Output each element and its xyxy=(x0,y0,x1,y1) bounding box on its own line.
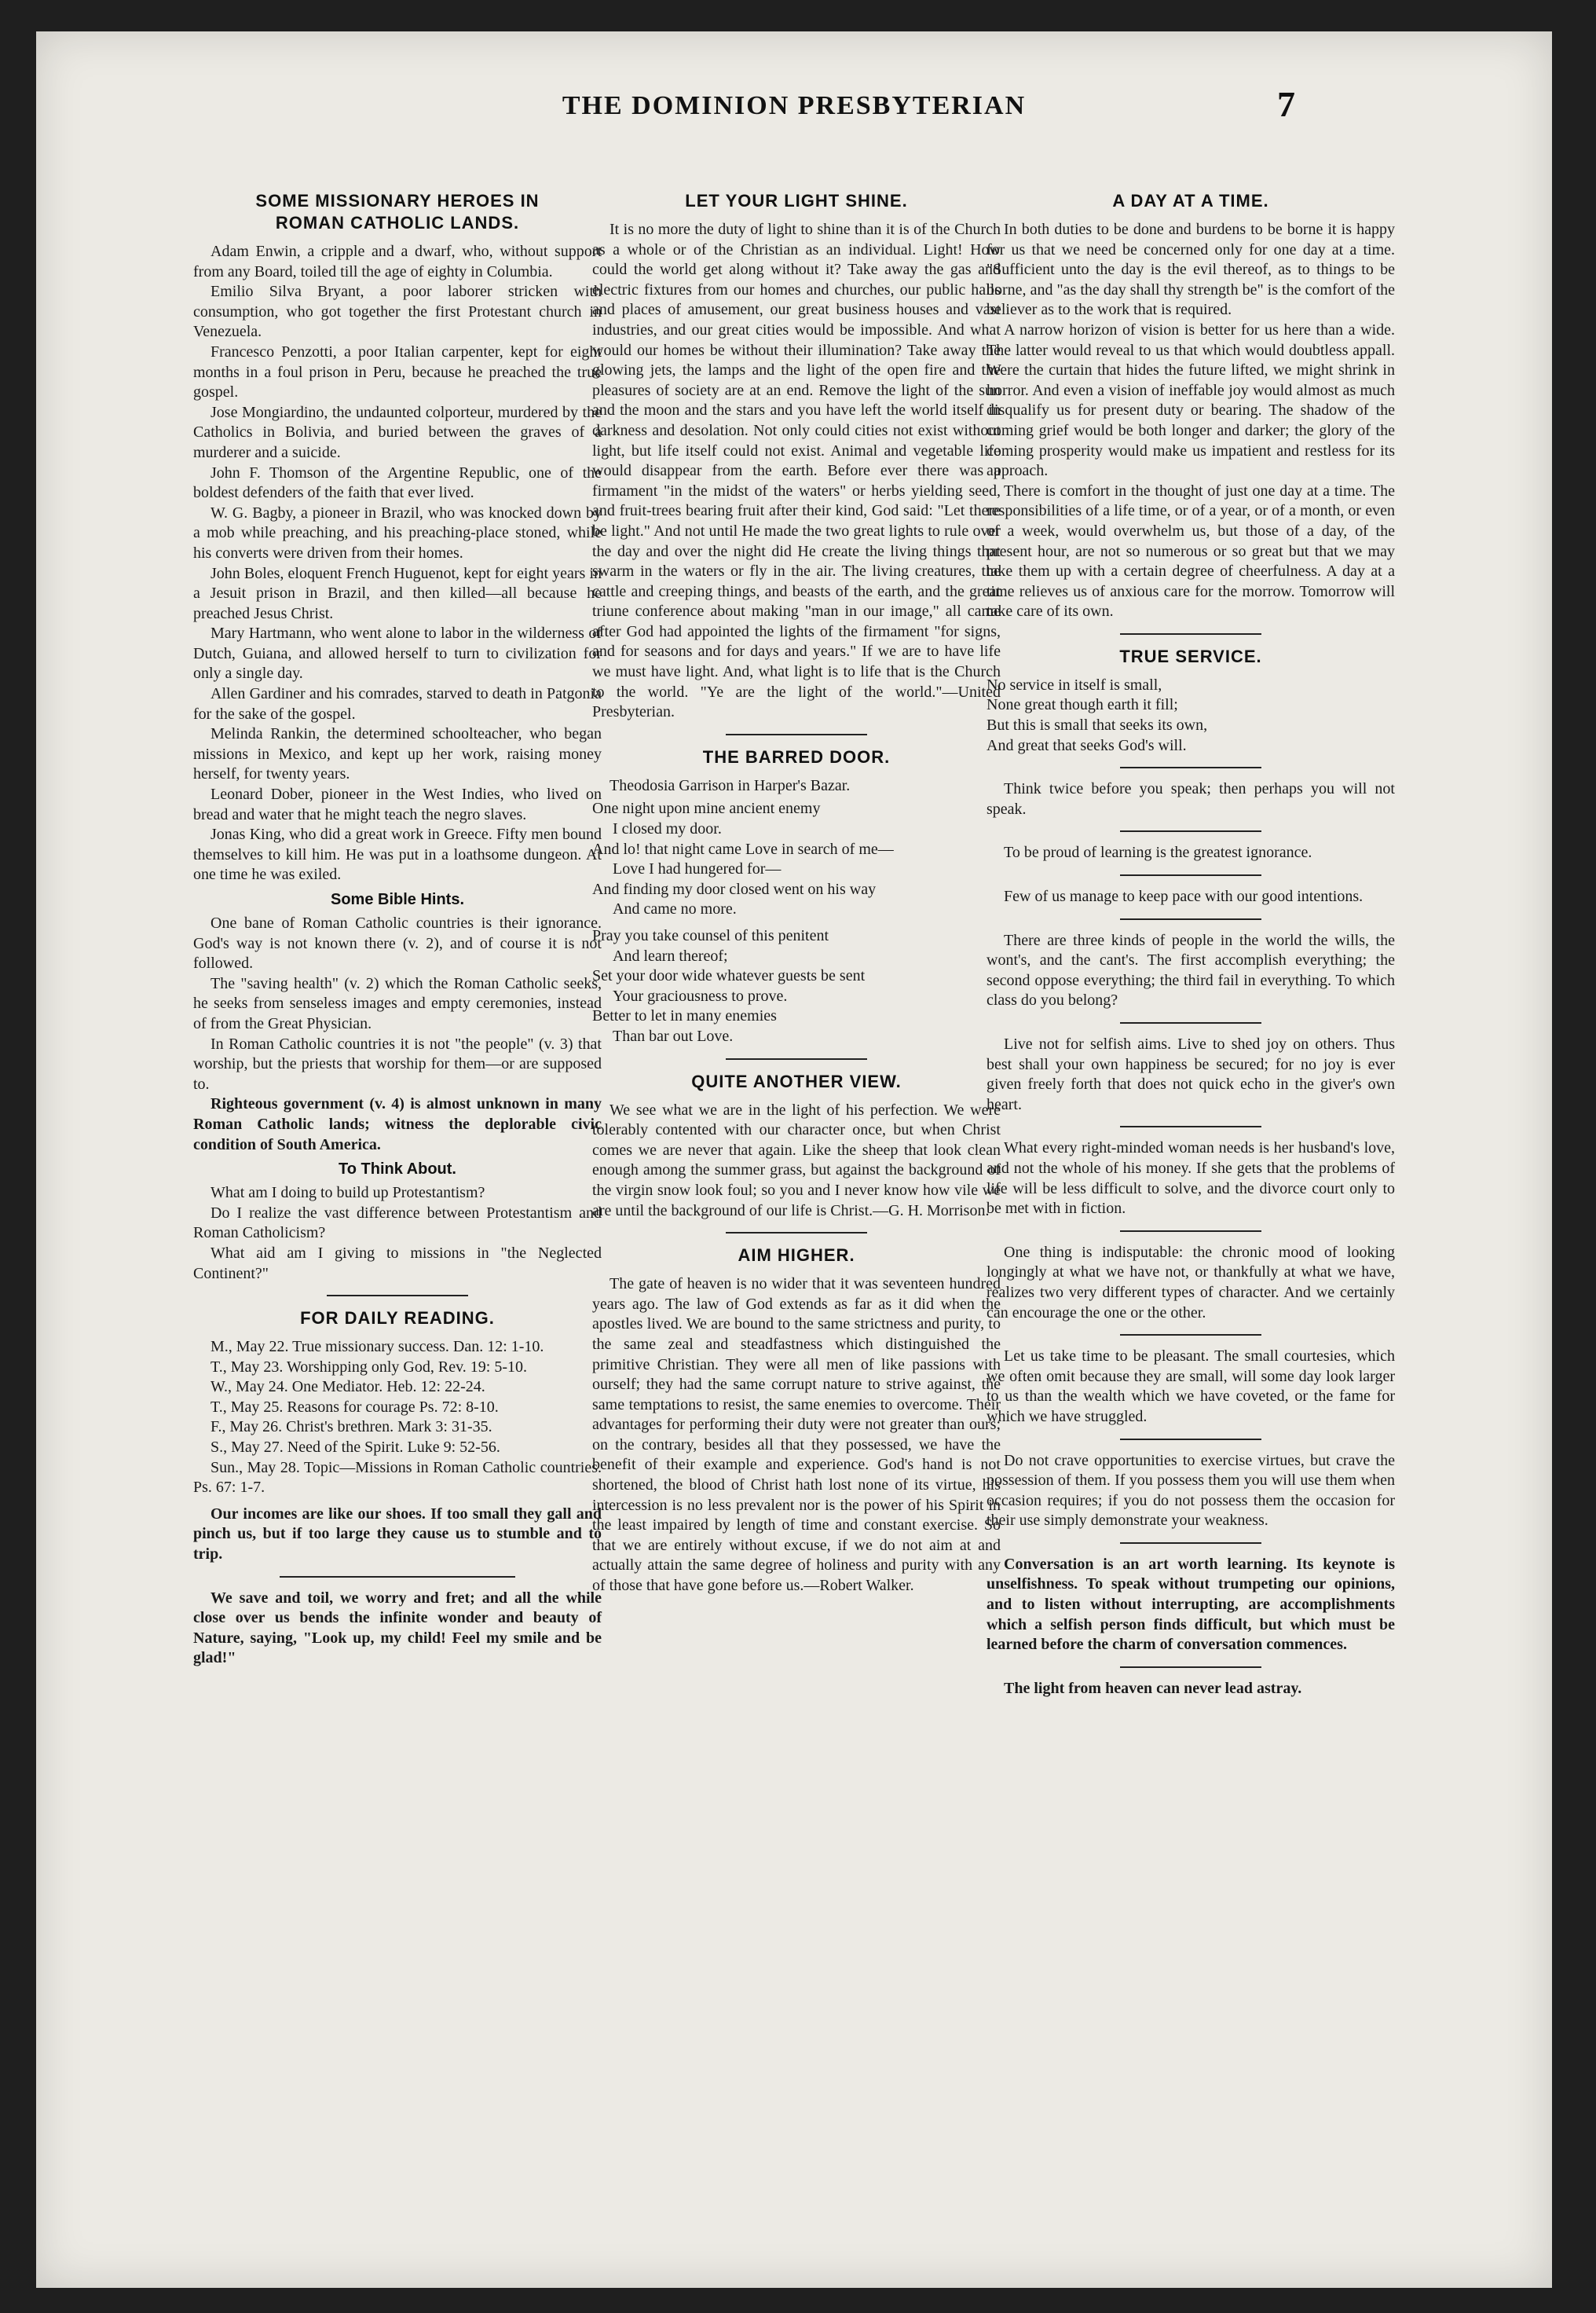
hero-paragraph: Allen Gardiner and his comrades, starved to death in Patgonia for the sake of the gospel. xyxy=(193,685,602,723)
daily-reading-item: Sun., May 28. Topic—Missions in Roman Catholic countries. Ps. 67: 1-7. xyxy=(193,1458,602,1497)
aim-higher-text: The gate of heaven is no wider that it was seventeen hundred years ago. The law of God extends as far as it did when the apostles lived. We are bound to the same strictness and purity, to the same zeal and steadfastness which distinguished the primitive Christian. They were all men of like passions with ourself; they had the same corrupt nature to strive against, the same temptations to resist, the same enemies to overcome. Their advantages for performing their duty were not greater than ours; on the contrary, besides all that they possessed, we have the benefit of their example and experience. God's hand is not shortened, the blood of Christ hath lost none of its virtue, his intercession is no less prevalent nor is the power of his Spirit in the least impaired by length of time and constant exercise. So that we are entirely without excuse, if we do not aim at and actually attain the same degree of holiness and purity with any of those that have gone before us.—Robert Walker. xyxy=(592,1275,1001,1595)
quite-another-view-text: We see what we are in the light of his perfection. We were tolerably contented with our character once, but when Christ comes we are never that again. Like the sheep that look clean enough among the summer grass, but against the background of the virgin snow look foul; so you and I never know how vile we are until the background of our life is Christ.—G. H. Morrison. xyxy=(592,1101,1001,1219)
divider xyxy=(280,1576,515,1578)
column-right xyxy=(987,185,1395,1699)
divider xyxy=(1120,1022,1261,1024)
poem-line: And finding my door closed went on his way xyxy=(592,880,877,898)
barred-door-byline: Theodosia Garrison in Harper's Bazar. xyxy=(609,776,851,794)
hero-paragraph: Adam Enwin, a cripple and a dwarf, who, without support from any Board, toiled till the age of eighty in Columbia. xyxy=(193,243,602,280)
poem-line: No service in itself is small, xyxy=(987,676,1162,694)
daily-reading-item: F., May 26. Christ's brethren. Mark 3: 31-35. xyxy=(210,1418,492,1436)
short-item: Let us take time to be pleasant. The small courtesies, which we often omit because they are small, will some day look larger to us than the wealth which we have coveted, or the fame for which we have struggled. xyxy=(987,1347,1395,1425)
true-service-heading: TRUE SERVICE. xyxy=(1119,646,1262,666)
masthead-title: THE DOMINION PRESBYTERIAN xyxy=(562,91,1027,120)
hint-paragraph: Righteous government (v. 4) is almost unknown in many Roman Catholic lands; witness the deplorable civic condition of South America. xyxy=(193,1095,602,1153)
light-shine-text: It is no more the duty of light to shine than it is of the Church as a whole or of the Christian as an individual. Light! How could the world get along without it? Take away the gas and electric fixtures from our homes and churches, our public halls and places of amusement, our great business houses and vast industries, and our great cities would be impossible. And what would our homes be without their illumination? Take away the glowing jets, the lamps and the light of the open fire and the pleasures of society are at an end. Remove the light of the sun and the moon and the stars and you have left the world itself in darkness and desolation. Not only could cities not exist without light, but life itself could not exist. Animal and vegetable life would disappear from the earth. Before ever there was a firmament "in the midst of the waters" or herbs yielding seed, and fruit-trees bearing fruit after their kind, God said: "Let there be light." And not until He made the two great lights to rule over the day and over the night did He create the living things that swarm in the waters or fly in the air. The living creatures, the cattle and creeping things, and beasts of the earth, and the great triune conference about making "man in our image," all came after God had appointed the lights of the firmament "for signs, and for seasons and for days and years." If we are to have life we must have light. And, what light is to life that is the Church to the world. "Ye are the light of the world."—United Presbyterian. xyxy=(592,221,1001,721)
hero-paragraph: Emilio Silva Bryant, a poor laborer stricken with consumption, who got together the first Protestant church in Venezuela. xyxy=(193,283,602,341)
think-about-heading: To Think About. xyxy=(339,1160,456,1178)
short-item: Do not crave opportunities to exercise virtues, but crave the possession of them. If you possess them you will use them when occasion requires; if you do not possess them the occasion for their use simply demonstrate your weakness. xyxy=(987,1451,1395,1530)
hero-paragraph: John F. Thomson of the Argentine Republic, one of the boldest defenders of the faith that ever lived. xyxy=(193,464,602,502)
divider xyxy=(1120,633,1261,635)
divider xyxy=(1120,767,1261,768)
divider xyxy=(726,1232,867,1233)
poem-line: But this is small that seeks its own, xyxy=(987,717,1208,735)
divider xyxy=(1120,918,1261,920)
short-item: One thing is indisputable: the chronic mood of looking longingly at what we have not, or thankfully at what we have, realizes two very different types of character. And we certainly can encourage the one or the other. xyxy=(987,1243,1395,1321)
hero-paragraph: W. G. Bagby, a pioneer in Brazil, who was knocked down by a mob while preaching, and his preaching-place stoned, while his converts were driven from their homes. xyxy=(193,504,602,562)
short-item: The light from heaven can never lead astray. xyxy=(1004,1679,1302,1697)
poem-stanza xyxy=(987,676,1395,756)
divider xyxy=(1120,1542,1261,1544)
barred-door-heading: THE BARRED DOOR. xyxy=(702,746,891,767)
short-item: Few of us manage to keep pace with our good intentions. xyxy=(1004,888,1364,906)
poem-stanza xyxy=(592,926,1001,1047)
day-at-a-time-heading: A DAY AT A TIME. xyxy=(1112,191,1269,211)
short-item: To be proud of learning is the greatest ignorance. xyxy=(1004,844,1312,862)
poem-line: And lo! that night came Love in search of me— xyxy=(592,840,894,858)
think-paragraph: What aid am I giving to missions in "the Neglected Continent?" xyxy=(193,1244,602,1282)
poem-line: And great that seeks God's will. xyxy=(987,736,1187,754)
daily-reading-item: T., May 23. Worshipping only God, Rev. 19: 5-10. xyxy=(210,1358,527,1376)
poem-stanza xyxy=(592,799,1001,920)
page-number: 7 xyxy=(1277,84,1295,124)
poem-line: And came no more. xyxy=(613,900,737,918)
daily-reading-item: S., May 27. Need of the Spirit. Luke 9: 52-56. xyxy=(210,1439,500,1457)
divider xyxy=(1120,1439,1261,1440)
daily-reading-heading: FOR DAILY READING. xyxy=(300,1308,495,1329)
daily-reading-item: M., May 22. True missionary success. Dan. 12: 1-10. xyxy=(210,1338,544,1356)
newspaper-page xyxy=(36,31,1552,2288)
poem-line: Set your door wide whatever guests be sent xyxy=(592,967,866,985)
hero-paragraph: Mary Hartmann, who went alone to labor in the wilderness of Dutch, Guiana, and allowed herself to turn to civilization for only a single day. xyxy=(193,625,602,683)
short-item: Live not for selfish aims. Live to shed joy on others. Thus best shall your own happiness be secured; for no joy is ever given freely forth that does not quick echo in the giver's own heart. xyxy=(987,1036,1395,1113)
hero-paragraph: Melinda Rankin, the determined schoolteacher, who began missions in Mexico, and kept up her work, raising money herself, for twenty years. xyxy=(193,725,602,783)
hero-paragraph: Jonas King, who did a great work in Greece. Fifty men bound themselves to kill him. He was put in a loathsome dungeon. At one time he was exiled. xyxy=(193,826,602,884)
daily-reading-item: W., May 24. One Mediator. Heb. 12: 22-24. xyxy=(210,1378,485,1396)
hero-paragraph: Jose Mongiardino, the undaunted colporteur, murdered by the Catholics in Bolivia, and buried between the graves of a murderer and a suicide. xyxy=(193,403,602,461)
hint-paragraph: One bane of Roman Catholic countries is their ignorance. God's way is not known there (v. 2), and of course it is not followed. xyxy=(193,915,602,973)
aim-higher-heading: AIM HIGHER. xyxy=(738,1245,855,1266)
day-paragraph: A narrow horizon of vision is better for us here than a wide. The latter would reveal to us that which would doubtless appall. Were the curtain that hides the future lifted, we might shrink in horror. And even a vision of ineffable joy would almost as much disqualify us for present duty or bearing. The shadow of the coming grief would be both longer and darker; the glory of the coming prosperity would make us impatient and restless for its approach. xyxy=(987,321,1395,480)
poem-line: None great though earth it fill; xyxy=(987,696,1178,714)
divider xyxy=(1120,874,1261,876)
day-paragraph: In both duties to be done and burdens to be borne it is happy for us that we need be concerned only for one day at a time. "Sufficient unto the day is the evil thereof, as to things to be borne, and "as the day shall thy strength be" is the comfort of the believer as to the work that is required. xyxy=(987,221,1395,319)
column-middle xyxy=(592,185,1001,1596)
short-item: Think twice before you speak; then perhaps you will not speak. xyxy=(987,780,1395,818)
heroes-heading-line1: SOME MISSIONARY HEROES IN xyxy=(255,191,540,211)
poem-line: Pray you take counsel of this penitent xyxy=(592,927,829,944)
divider xyxy=(1120,1126,1261,1127)
daily-reading-item: T., May 25. Reasons for courage Ps. 72: 8-10. xyxy=(210,1398,499,1416)
short-item: Conversation is an art worth learning. Its keynote is unselfishness. To speak without trumpeting our opinions, and to listen without interrupting, are accomplishments which a selfish person finds difficult, but which must be learned before the charm of conversation commences. xyxy=(987,1555,1395,1654)
column-left xyxy=(193,185,602,1669)
think-paragraph: What am I doing to build up Protestantism? xyxy=(210,1184,485,1202)
divider xyxy=(726,734,867,735)
quite-another-view-heading: QUITE ANOTHER VIEW. xyxy=(691,1071,902,1091)
hero-paragraph: Francesco Penzotti, a poor Italian carpenter, kept for eight months in a foul prison in Peru, because he preached the true gospel. xyxy=(193,343,602,401)
hint-paragraph: In Roman Catholic countries it is not "the people" (v. 3) that worship, but the priests that worship for them—or are supposed to. xyxy=(193,1035,602,1093)
hero-paragraph: John Boles, eloquent French Huguenot, kept for eight years in a Jesuit prison in Brazil, and then killed—all because he preached Jesus Christ. xyxy=(193,564,602,622)
poem-line: Better to let in many enemies xyxy=(592,1007,777,1025)
hint-paragraph: The "saving health" (v. 2) which the Roman Catholic seeks, he seeks from senseless images and empty ceremonies, instead of from the Great Physician. xyxy=(193,974,602,1032)
divider xyxy=(1120,1230,1261,1232)
day-paragraph: There is comfort in the thought of just one day at a time. The responsibilities of a life time, or of a year, or of a month, or even of a week, would overwhelm us, but those of a day, of the present hour, are not so numerous or so great but that we may take them up with a certain degree of cheerfulness. A day at a time relieves us of anxious care for the morrow. Tomorrow will take care of its own. xyxy=(987,482,1395,621)
poem-line: Than bar out Love. xyxy=(613,1027,734,1045)
poem-line: I closed my door. xyxy=(613,820,722,838)
divider xyxy=(1120,1666,1261,1668)
divider xyxy=(1120,1334,1261,1336)
heroes-heading-line2: ROMAN CATHOLIC LANDS. xyxy=(275,213,520,233)
incomes-paragraph: Our incomes are like our shoes. If too small they gall and pinch us, but if too large they cause us to stumble and to trip. xyxy=(193,1505,602,1563)
poem-line: One night upon mine ancient enemy xyxy=(592,800,821,818)
bible-hints-heading: Some Bible Hints. xyxy=(330,891,465,908)
short-item: What every right-minded woman needs is her husband's love, and not the whole of his money. If she gets that the problems of life will be less difficult to solve, and the divorce court only to be met with in fiction. xyxy=(987,1139,1395,1218)
light-shine-heading: LET YOUR LIGHT SHINE. xyxy=(685,191,908,211)
heroes-heading xyxy=(193,190,602,234)
think-paragraph: Do I realize the vast difference between Protestantism and Roman Catholicism? xyxy=(193,1204,602,1242)
divider xyxy=(726,1058,867,1060)
save-toil-paragraph: We save and toil, we worry and fret; and all the while close over us bends the infinite wonder and beauty of Nature, saying, "Look up, my child! Feel my smile and be glad!" xyxy=(193,1589,602,1667)
divider xyxy=(327,1295,468,1296)
divider xyxy=(1120,830,1261,832)
poem-line: Your graciousness to prove. xyxy=(613,987,788,1005)
hero-paragraph: Leonard Dober, pioneer in the West Indies, who lived on bread and water that he might teach the negro slaves. xyxy=(193,786,602,823)
poem-line: Love I had hungered for— xyxy=(613,860,782,878)
short-item: There are three kinds of people in the world the wills, the wont's, and the cant's. The first accomplish everything; the second oppose everything; the third fail in everything. To which class do you belong? xyxy=(987,931,1395,1010)
poem-line: And learn thereof; xyxy=(613,947,728,965)
